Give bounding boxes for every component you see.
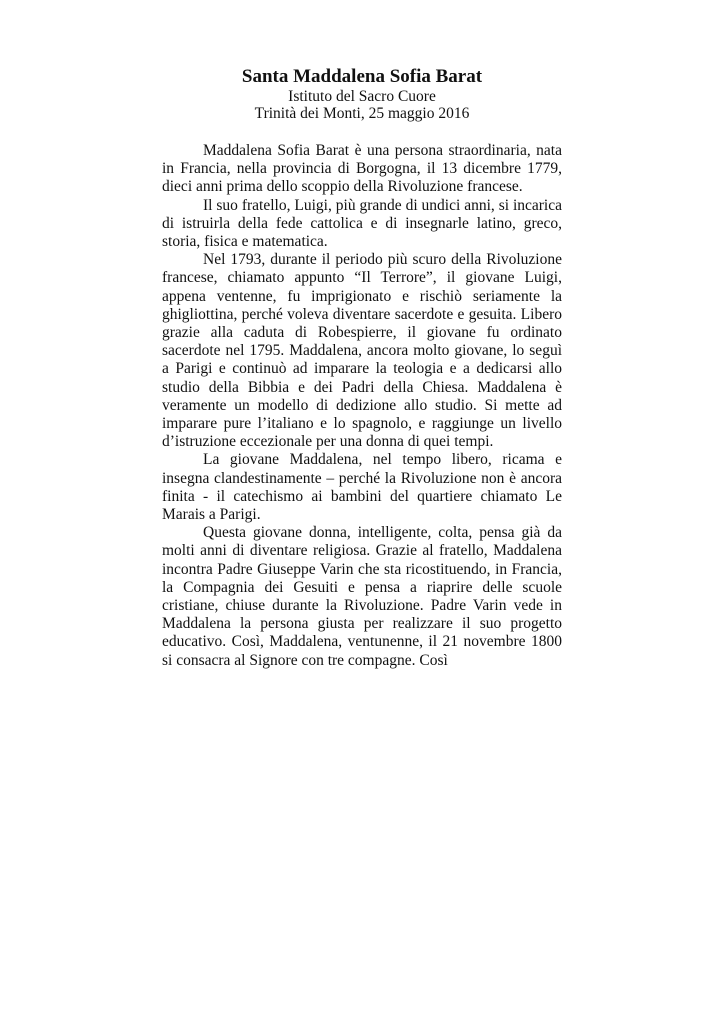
document-header	[162, 66, 562, 122]
document-title: Santa Maddalena Sofia Barat	[241, 66, 483, 87]
document-place-date: Trinità dei Monti, 25 maggio 2016	[254, 105, 470, 122]
document-body	[162, 142, 562, 670]
paragraph: Il suo fratello, Luigi, più grande di undici anni, si incarica di istruirla della fede cattolica e di insegnarle latino, greco, storia, fisica e matematica.	[162, 196, 562, 251]
paragraph: La giovane Maddalena, nel tempo libero, ricama e insegna clandestinamente – perché la Rivoluzione non è ancora finita - il catechismo ai bambini del quartiere chiamato Le Marais a Parigi.	[162, 451, 562, 524]
paragraph: Nel 1793, durante il periodo più scuro della Rivoluzione francese, chiamato appunto “Il Terrore”, il giovane Luigi, appena ventenne, fu imprigionato e rischiò seriamente la ghigliottina, perché voleva diventare sacerdote e gesuita. Libero grazie alla caduta di Robespierre, il giovane fu ordinato sacerdote nel 1795. Maddalena, ancora molto giovane, lo seguì a Parigi e continuò ad imparare la teologia e a dedicarsi allo studio della Bibbia e dei Padri della Chiesa. Maddalena è veramente un modello di dedizione allo studio. Si mette ad imparare pure l’italiano e lo spagnolo, e raggiunge un livello d’istruzione eccezionale per una donna di quei tempi.	[162, 251, 562, 451]
paragraph: Questa giovane donna, intelligente, colta, pensa già da molti anni di diventare religiosa. Grazie al fratello, Maddalena incontra Padre Giuseppe Varin che sta ricostituendo, in Francia, la Compagnia dei Gesuiti e pensa a riaprire delle scuole cristiane, chiuse durante la Rivoluzione. Padre Varin vede in Maddalena la persona giusta per realizzare il suo progetto educativo. Così, Maddalena, ventunenne, il 21 novembre 1800 si consacra al Signore con tre compagne. Così	[162, 524, 562, 669]
document-subtitle: Istituto del Sacro Cuore	[288, 88, 436, 105]
paragraph: Maddalena Sofia Barat è una persona straordinaria, nata in Francia, nella provincia di Borgogna, il 13 dicembre 1779, dieci anni prima dello scoppio della Rivoluzione francese.	[162, 142, 562, 196]
